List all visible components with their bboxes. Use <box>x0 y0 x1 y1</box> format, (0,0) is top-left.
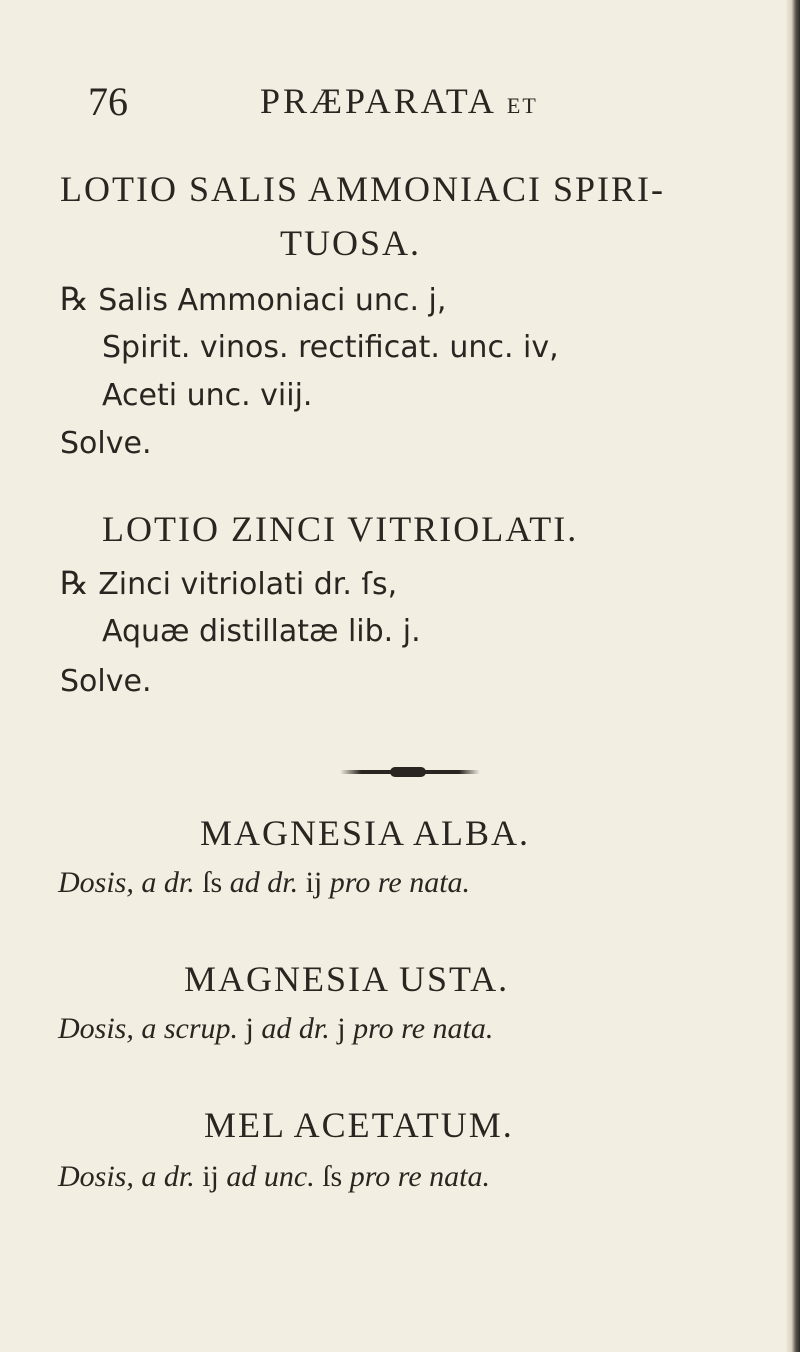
page-number: 76 <box>88 79 128 124</box>
running-header <box>260 80 538 122</box>
ornamental-rule <box>340 770 480 774</box>
dose-qty: ſs <box>202 866 223 899</box>
dose-qty: j <box>337 1012 346 1045</box>
recipe-symbol: ℞ <box>60 281 89 317</box>
dose-qty: j <box>245 1012 254 1045</box>
dose-label: Dosis, <box>58 1012 134 1045</box>
dose-title: MAGNESIA USTA. <box>184 959 510 999</box>
dose-qty: ij <box>305 866 323 899</box>
dose-qty: ſs <box>322 1160 343 1193</box>
page-edge <box>786 0 800 1352</box>
ingredient-line <box>60 564 397 602</box>
dose-title: MAGNESIA ALBA. <box>200 813 531 853</box>
dose-label: Dosis, <box>58 1160 134 1193</box>
running-suffix: ET <box>506 93 538 118</box>
dose-note: pro re nata. <box>329 866 471 899</box>
recipe-title: LOTIO SALIS AMMONIACI SPIRI- <box>60 169 666 209</box>
dose-from: a scrup. <box>141 1012 239 1045</box>
dose-line <box>58 866 470 900</box>
dose-to: ad dr. <box>261 1012 330 1045</box>
dose-line <box>58 1012 493 1046</box>
dose-line <box>58 1160 490 1194</box>
dose-note: pro re nata. <box>353 1012 494 1045</box>
dose-to: ad dr. <box>229 866 299 899</box>
instruction: Solve. <box>60 664 152 699</box>
ingredient: Salis Ammoniaci unc. j, <box>98 283 447 318</box>
recipe-title-continuation: TUOSA. <box>280 223 422 263</box>
ingredient: Aceti unc. viij. <box>102 378 313 413</box>
ingredient-line <box>60 280 446 318</box>
dose-to: ad unc. <box>226 1160 315 1193</box>
dose-from: a dr. <box>141 1160 195 1193</box>
running-title: PRÆPARATA <box>260 81 497 121</box>
instruction: Solve. <box>60 426 152 461</box>
dose-label: Dosis, <box>58 866 134 899</box>
dose-note: pro re nata. <box>349 1160 491 1193</box>
dose-from: a dr. <box>141 866 195 899</box>
dose-qty: ij <box>202 1160 219 1193</box>
dose-title: MEL ACETATUM. <box>204 1105 514 1145</box>
ingredient: Aquæ distillatæ lib. j. <box>102 614 421 649</box>
recipe-title: LOTIO ZINCI VITRIOLATI. <box>102 509 579 549</box>
ingredient: Zinci vitriolati dr. ſs, <box>98 567 398 602</box>
recipe-symbol: ℞ <box>60 565 89 601</box>
ingredient: Spirit. vinos. rectificat. unc. iv, <box>102 330 559 365</box>
